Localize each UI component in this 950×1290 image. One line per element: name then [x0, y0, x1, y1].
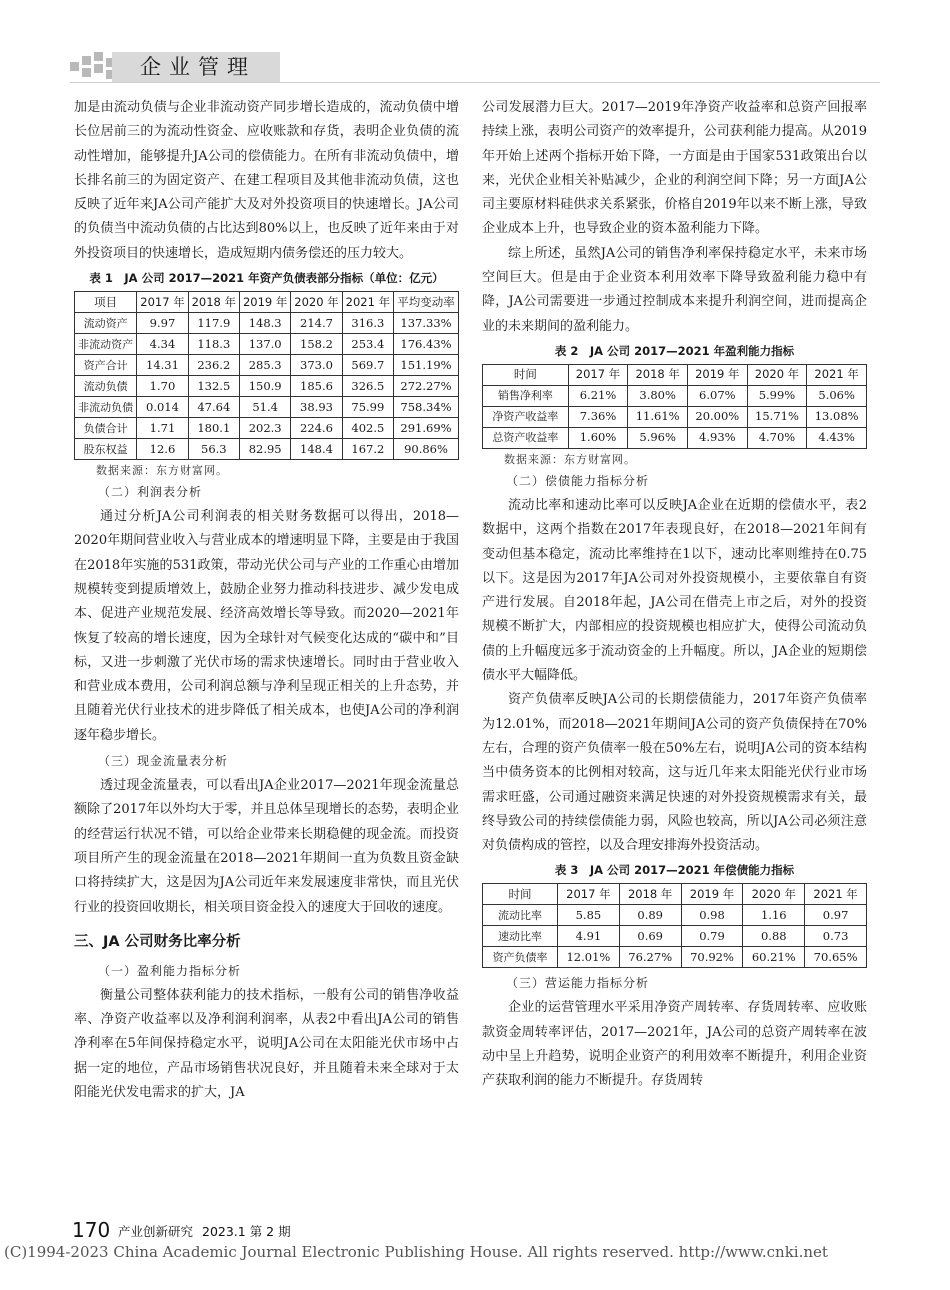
table1-header-row — [75, 292, 459, 313]
table2-body — [483, 385, 867, 448]
table1-cell: 1.70 — [137, 376, 188, 397]
table2-row-label: 总资产收益率 — [483, 427, 569, 448]
table2-caption: 表 2 JA 公司 2017—2021 年盈利能力指标 — [554, 343, 795, 358]
table2-cell: 5.06% — [807, 385, 867, 406]
table3-header-row — [483, 884, 867, 905]
table1-row-label: 负债合计 — [75, 418, 137, 439]
subsection-heading: （二）利润表分析 — [98, 485, 203, 500]
table1-header: 2020 年 — [291, 292, 342, 313]
table1-cell: 56.3 — [188, 439, 239, 460]
table1-header: 2017 年 — [137, 292, 188, 313]
table3-row — [483, 947, 867, 968]
table1-cell: 214.7 — [291, 313, 342, 334]
table1-row — [75, 397, 459, 418]
table3-cell: 60.21% — [743, 947, 805, 968]
table3-cell: 0.79 — [681, 926, 743, 947]
table2-row-label: 销售净利率 — [483, 385, 569, 406]
table3-header: 2019 年 — [681, 884, 743, 905]
table1-cell: 9.97 — [137, 313, 188, 334]
paragraph: 资产负债率反映JA公司的长期偿债能力，2017年资产负债率为12.01%，而2018—2021年期间JA公司的资产负债保持在70%左右，合理的资产负债率一般在50%左右，说明JA公司的资本结构当中债务资本的比例相对较高，这与近几年来太阳能光伏行业市场需求旺盛，公司通过融资来满足快速的对外投资规模需求有关，最终导致公司的持续偿债能力弱，风险也较高，所以JA公司必须注意对负债构成的管控，以及合理安排海外投资活动。 — [482, 692, 867, 854]
paragraph: 通过分析JA公司利润表的相关财务数据可以得出，2018—2020年期间营业收入与营业成本的增速明显下降，主要是由于我国在2018年实施的531政策，带动光伏公司与产业的工作重心由增加规模转变到提质增效上，鼓励企业努力推动科技进步、减少发电成本、促进产业规范发展、经济高效增长等导致。而2020—2021年恢复了较高的增长速度，因为全球针对气候变化达成的“碳中和”目标，又进一步刺激了光伏市场的需求快速增长。同时由于营业收入和营业成本费用，公司利润总额与净利呈现正相关的上升态势，并且随着光伏行业技术的进步降低了相关成本，也使JA公司的净利润逐年稳步增长。 — [74, 509, 459, 743]
table3-cell: 0.73 — [805, 926, 867, 947]
table3-row-label: 资产负债率 — [483, 947, 558, 968]
table1-cell: 326.5 — [342, 376, 393, 397]
table1-cell: 117.9 — [188, 313, 239, 334]
table1-row — [75, 334, 459, 355]
table1-header: 2018 年 — [188, 292, 239, 313]
table1-cell: 151.19% — [394, 355, 459, 376]
table1-cell: 224.6 — [291, 418, 342, 439]
table1-cell: 253.4 — [342, 334, 393, 355]
table2-cell: 1.60% — [568, 427, 628, 448]
table1-cell: 137.33% — [394, 313, 459, 334]
paragraph: 衡量公司整体获利能力的技术指标，一般有公司的销售净收益率、净资产收益率以及净利润利润率，从表2中看出JA公司的销售净利率在5年间保持稳定水平，说明JA公司在太阳能光伏市场中占据一定的地位，产品市场销售状况良好，并且随着未来全球对于太阳能光伏发电需求的扩大，JA — [74, 987, 459, 1101]
table1-row — [75, 376, 459, 397]
right-column — [482, 96, 867, 1094]
table1-cell: 291.69% — [394, 418, 459, 439]
subsection-heading: （二）偿债能力指标分析 — [506, 473, 650, 488]
table1-row — [75, 313, 459, 334]
table3-header: 2020 年 — [743, 884, 805, 905]
table1-cell: 90.86% — [394, 439, 459, 460]
table3-header: 2021 年 — [805, 884, 867, 905]
table3-cell: 4.91 — [558, 926, 620, 947]
table2-header: 2020 年 — [747, 364, 807, 385]
table3-body — [483, 905, 867, 968]
table1-header: 平均变动率 — [394, 292, 459, 313]
table3-cell: 70.65% — [805, 947, 867, 968]
table2-cell: 7.36% — [568, 406, 628, 427]
table1-balance-sheet — [74, 291, 459, 460]
paragraph: 流动比率和速动比率可以反映JA企业在近期的偿债水平，表2数据中，这两个指数在2017年表现良好，在2018—2021年间有变动但基本稳定，流动比率维持在1以下，速动比率则维持在0.75以下。这是因为2017年JA公司对外投资规模小，主要依靠自有资产进行发展。自2018年起，JA公司在借壳上市之后，对外的投资规模不断扩大，内部相应的投资规模也相应扩大，使得公司流动负债的上升幅度远多于流动资金的上升幅度。所以，JA企业的短期偿债水平大幅降低。 — [482, 497, 867, 684]
table1-cell: 148.3 — [240, 313, 291, 334]
section-header-title: 企业管理 — [140, 55, 256, 79]
table1-cell: 150.9 — [240, 376, 291, 397]
table1-caption: 表 1 JA 公司 2017—2021 年资产负债表部分指标（单位：亿元） — [89, 271, 444, 286]
table1-row-label: 非流动资产 — [75, 334, 137, 355]
table2-header: 2018 年 — [628, 364, 688, 385]
section-heading: 三、JA 公司财务比率分析 — [74, 933, 241, 950]
table3-cell: 76.27% — [619, 947, 681, 968]
table1-cell: 132.5 — [188, 376, 239, 397]
table2-cell: 6.07% — [687, 385, 747, 406]
table3-row — [483, 926, 867, 947]
table2-source: 数据来源：东方财富网。 — [504, 452, 636, 466]
table1-cell: 1.71 — [137, 418, 188, 439]
table1-row — [75, 439, 459, 460]
paragraph: 综上所述，虽然JA公司的销售净利率保持稳定水平，未来市场空间巨大。但是由于企业资本利用效率下降导致盈利能力稳中有降，JA公司需要进一步通过控制成本来提升利润空间，进而提高企业的未来期间的盈利能力。 — [482, 245, 867, 334]
table3-header: 时间 — [483, 884, 558, 905]
table3-solvency — [482, 883, 867, 968]
table3-header: 2018 年 — [619, 884, 681, 905]
table2-cell: 13.08% — [807, 406, 867, 427]
journal-issue: 2023.1 第 2 期 — [202, 1224, 291, 1239]
table2-cell: 11.61% — [628, 406, 688, 427]
table1-row-label: 流动资产 — [75, 313, 137, 334]
table1-cell: 176.43% — [394, 334, 459, 355]
table1-cell: 0.014 — [137, 397, 188, 418]
table1-header: 2021 年 — [342, 292, 393, 313]
table3-caption: 表 3 JA 公司 2017—2021 年偿债能力指标 — [554, 863, 795, 878]
subsection-heading: （三）现金流量表分析 — [98, 754, 229, 769]
table3-row-label: 流动比率 — [483, 905, 558, 926]
table2-header: 2021 年 — [807, 364, 867, 385]
table2-header: 时间 — [483, 364, 569, 385]
table3-row-label: 速动比率 — [483, 926, 558, 947]
left-column — [74, 96, 459, 1105]
table1-cell: 51.4 — [240, 397, 291, 418]
table1-row-label: 股东权益 — [75, 439, 137, 460]
table2-cell: 5.99% — [747, 385, 807, 406]
table1-cell: 285.3 — [240, 355, 291, 376]
table3-cell: 0.69 — [619, 926, 681, 947]
paragraph: 公司发展潜力巨大。2017—2019年净资产收益率和总资产回报率持续上涨，表明公司资产的效率提升，公司获利能力提高。从2019年开始上述两个指标开始下降，一方面是由于国家531政策出台以来，光伏企业相关补贴减少，企业的利润空间下降；另一方面JA公司主要原材料硅供求关系紧张，价格自2019年以来不断上涨，导致企业成本上升，也导致企业的资本盈利能力下降。 — [482, 100, 867, 237]
table1-cell: 82.95 — [240, 439, 291, 460]
table1-cell: 373.0 — [291, 355, 342, 376]
table1-cell: 180.1 — [188, 418, 239, 439]
table1-cell: 137.0 — [240, 334, 291, 355]
table3-cell: 1.16 — [743, 905, 805, 926]
table1-cell: 148.4 — [291, 439, 342, 460]
copyright-notice: (C)1994-2023 China Academic Journal Electronic Publishing House. All rights reserved. http://www.cnki.net — [4, 1243, 828, 1261]
table2-cell: 15.71% — [747, 406, 807, 427]
table2-cell: 4.43% — [807, 427, 867, 448]
table1-row-label: 资产合计 — [75, 355, 137, 376]
table3-cell: 0.97 — [805, 905, 867, 926]
table1-cell: 316.3 — [342, 313, 393, 334]
table3-row — [483, 905, 867, 926]
table2-cell: 5.96% — [628, 427, 688, 448]
table2-cell: 4.70% — [747, 427, 807, 448]
table3-cell: 5.85 — [558, 905, 620, 926]
table1-header: 项目 — [75, 292, 137, 313]
table2-header: 2017 年 — [568, 364, 628, 385]
table1-cell: 202.3 — [240, 418, 291, 439]
table1-row — [75, 355, 459, 376]
table3-header: 2017 年 — [558, 884, 620, 905]
table2-profitability — [482, 364, 867, 449]
table1-cell: 167.2 — [342, 439, 393, 460]
table1-row — [75, 418, 459, 439]
page-number: 170 — [72, 1218, 111, 1242]
header-rule — [70, 82, 880, 83]
table3-cell: 12.01% — [558, 947, 620, 968]
table1-cell: 12.6 — [137, 439, 188, 460]
table1-row-label: 流动负债 — [75, 376, 137, 397]
subsection-heading: （三）营运能力指标分析 — [506, 976, 650, 991]
table2-row — [483, 427, 867, 448]
paragraph: 加是由流动负债与企业非流动资产同步增长造成的，流动负债中增长位居前三的为流动性资金、应收账款和存货，表明企业负债的流动性增加，能够提升JA公司的偿债能力。在所有非流动负债中，增长排名前三的为固定资产、在建工程项目及其他非流动负债，这也反映了近年来JA公司产能扩大及对外投资项目的快速增长。JA公司的负债当中流动负债的占比达到80%以上，也反映了近年来由于对外投资项目的快速增长，造成短期内债务偿还的压力较大。 — [74, 100, 459, 261]
table1-cell: 158.2 — [291, 334, 342, 355]
table1-cell: 272.27% — [394, 376, 459, 397]
table1-cell: 185.6 — [291, 376, 342, 397]
table1-cell: 75.99 — [342, 397, 393, 418]
table2-row — [483, 385, 867, 406]
table1-cell: 402.5 — [342, 418, 393, 439]
table1-cell: 236.2 — [188, 355, 239, 376]
table3-cell: 0.88 — [743, 926, 805, 947]
table2-row-label: 净资产收益率 — [483, 406, 569, 427]
table3-cell: 70.92% — [681, 947, 743, 968]
table1-source: 数据来源：东方财富网。 — [96, 464, 228, 478]
table2-cell: 4.93% — [687, 427, 747, 448]
table2-header: 2019 年 — [687, 364, 747, 385]
paragraph: 透过现金流量表，可以看出JA企业2017—2021年现金流量总额除了2017年以外均大于零，并且总体呈现增长的态势，表明企业的经营运行状况不错，可以给企业带来长期稳健的现金流。而投资项目所产生的现金流量在2018—2021年期间一直为负数且资金缺口将持续扩大，这是因为JA公司近年来发展速度非常快，而且光伏行业的投资回收期长，相关项目资金投入的速度大于回收的速度。 — [74, 778, 459, 915]
table1-cell: 47.64 — [188, 397, 239, 418]
paragraph: 企业的运营管理水平采用净资产周转率、存货周转率、应收账款资金周转率评估，2017—2021年，JA公司的总资产周转率在波动中呈上升趋势，说明企业资产的利用效率不断提升，利用企业资产获取利润的能力不断提升。存货周转 — [482, 1000, 867, 1089]
table2-header-row — [483, 364, 867, 385]
table1-cell: 38.93 — [291, 397, 342, 418]
table1-row-label: 非流动负债 — [75, 397, 137, 418]
table2-cell: 6.21% — [568, 385, 628, 406]
table1-cell: 4.34 — [137, 334, 188, 355]
table2-cell: 3.80% — [628, 385, 688, 406]
subsection-heading: （一）盈利能力指标分析 — [98, 963, 242, 978]
table1-cell: 118.3 — [188, 334, 239, 355]
journal-name: 产业创新研究 — [118, 1224, 194, 1239]
table1-cell: 758.34% — [394, 397, 459, 418]
table1-cell: 569.7 — [342, 355, 393, 376]
table3-cell: 0.89 — [619, 905, 681, 926]
table2-cell: 20.00% — [687, 406, 747, 427]
table1-header: 2019 年 — [240, 292, 291, 313]
table3-cell: 0.98 — [681, 905, 743, 926]
table1-body — [75, 313, 459, 460]
table1-cell: 14.31 — [137, 355, 188, 376]
table2-row — [483, 406, 867, 427]
